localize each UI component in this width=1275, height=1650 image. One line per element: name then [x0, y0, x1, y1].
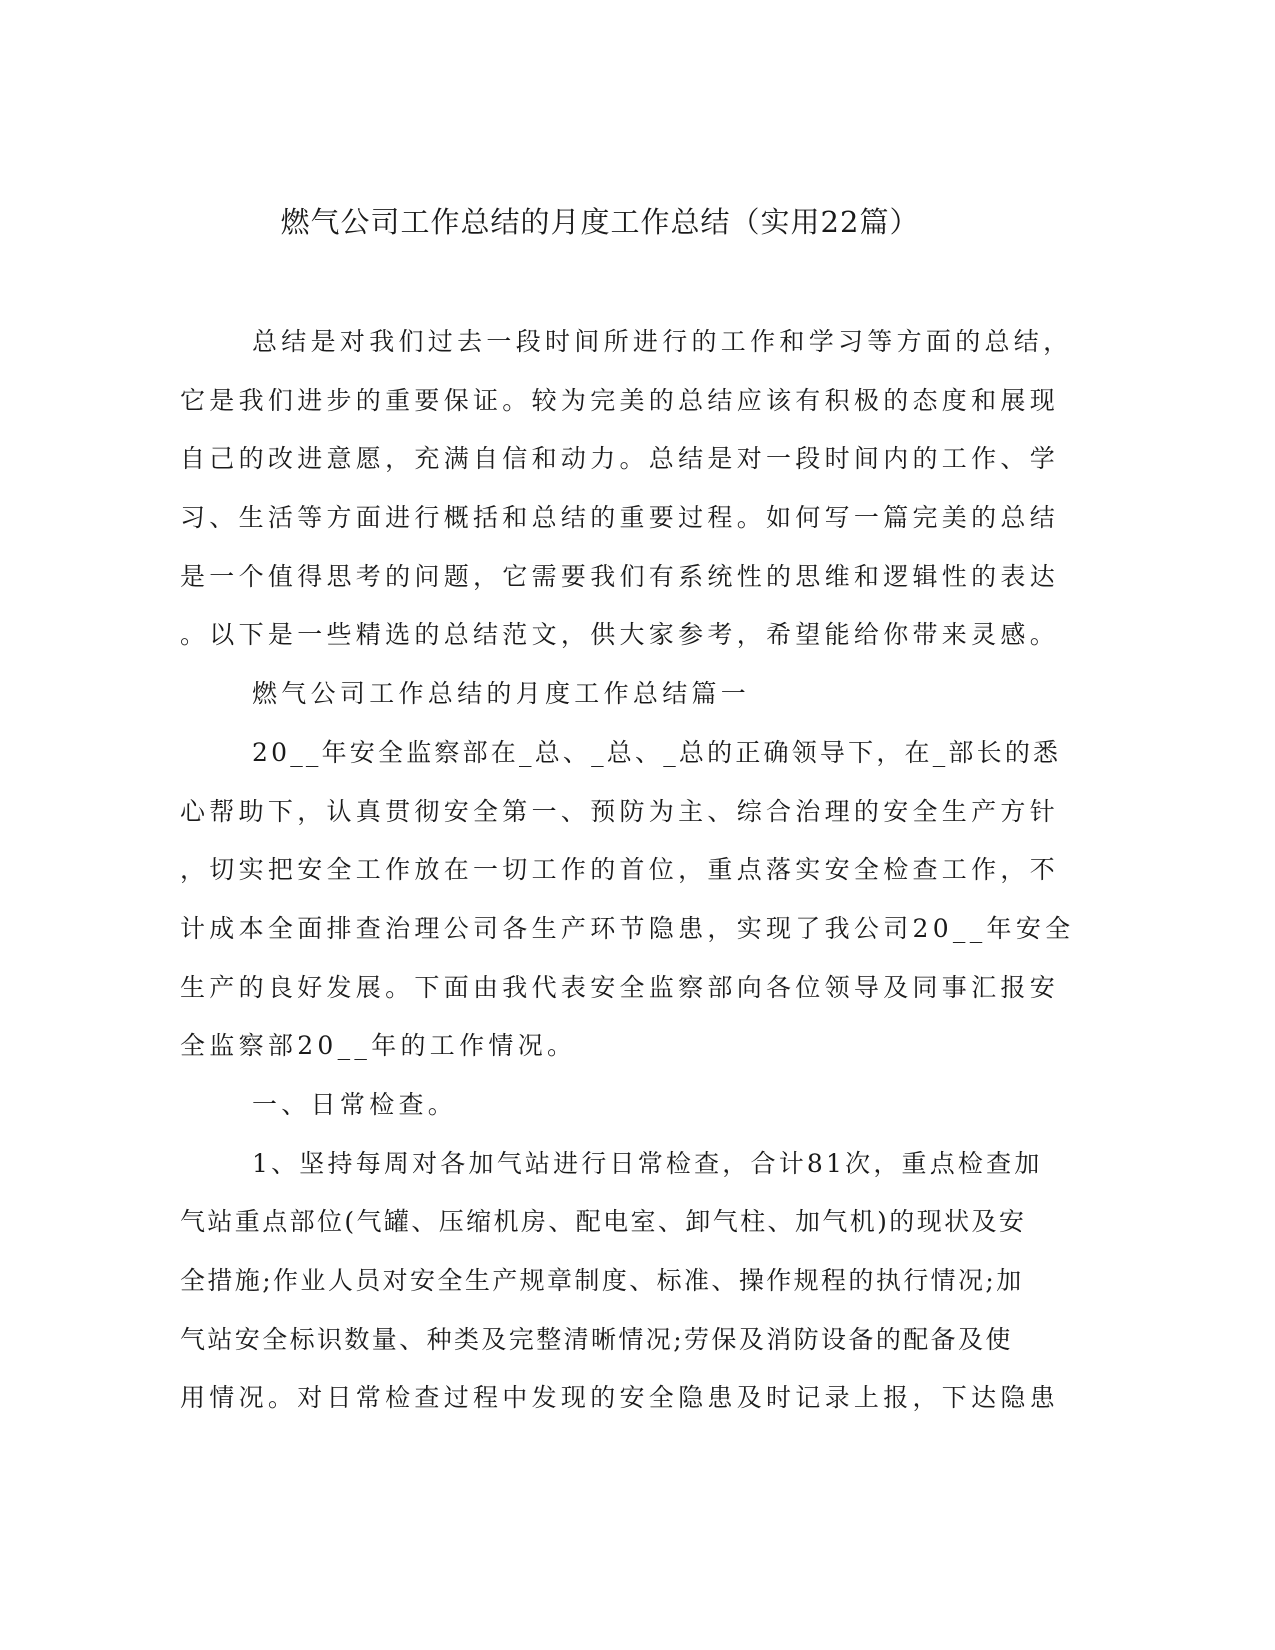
text-line: 计成本全面排查治理公司各生产环节隐患，实现了我公司20__年安全 — [180, 913, 1075, 943]
text-line: 全措施;作业人员对安全生产规章制度、标准、操作规程的执行情况;加 — [180, 1266, 1024, 1295]
text-line: 全监察部20__年的工作情况。 — [180, 1031, 577, 1061]
text-line: 1、坚持每周对各加气站进行日常检查，合计81次，重点检查加 — [252, 1148, 1043, 1178]
text-line: 20__年安全监察部在_总、_总、_总的正确领导下，在_部长的悉 — [252, 737, 1062, 767]
text-line: 气站重点部位(气罐、压缩机房、配电室、卸气柱、加气机)的现状及安 — [180, 1207, 1027, 1237]
text-line: 是一个值得思考的问题，它需要我们有系统性的思维和逻辑性的表达 — [180, 561, 1060, 591]
text-line: 生产的良好发展。下面由我代表安全监察部向各位领导及同事汇报安 — [180, 972, 1060, 1002]
text-line: 用情况。对日常检查过程中发现的安全隐患及时记录上报，下达隐患 — [180, 1383, 1060, 1413]
text-line: 燃气公司工作总结的月度工作总结篇一 — [252, 679, 751, 709]
text-line: 自己的改进意愿，充满自信和动力。总结是对一段时间内的工作、学 — [180, 444, 1060, 474]
text-line: 总结是对我们过去一段时间所进行的工作和学习等方面的总结， — [252, 327, 1073, 356]
text-line: 心帮助下，认真贯彻安全第一、预防为主、综合治理的安全生产方针 — [180, 796, 1060, 826]
text-line: 一、日常检查。 — [252, 1089, 458, 1119]
text-line: 习、生活等方面进行概括和总结的重要过程。如何写一篇完美的总结 — [180, 503, 1060, 533]
document-body — [180, 313, 1075, 1428]
text-line: ，切实把安全工作放在一切工作的首位，重点落实安全检查工作，不 — [180, 855, 1060, 885]
text-line: 它是我们进步的重要保证。较为完美的总结应该有积极的态度和展现 — [180, 385, 1060, 415]
document-title: 燃气公司工作总结的月度工作总结（实用22篇） — [280, 205, 920, 239]
text-line: 。以下是一些精选的总结范文，供大家参考，希望能给你带来灵感。 — [180, 620, 1060, 650]
text-line: 气站安全标识数量、种类及完整清晰情况;劳保及消防设备的配备及使 — [180, 1324, 1013, 1354]
